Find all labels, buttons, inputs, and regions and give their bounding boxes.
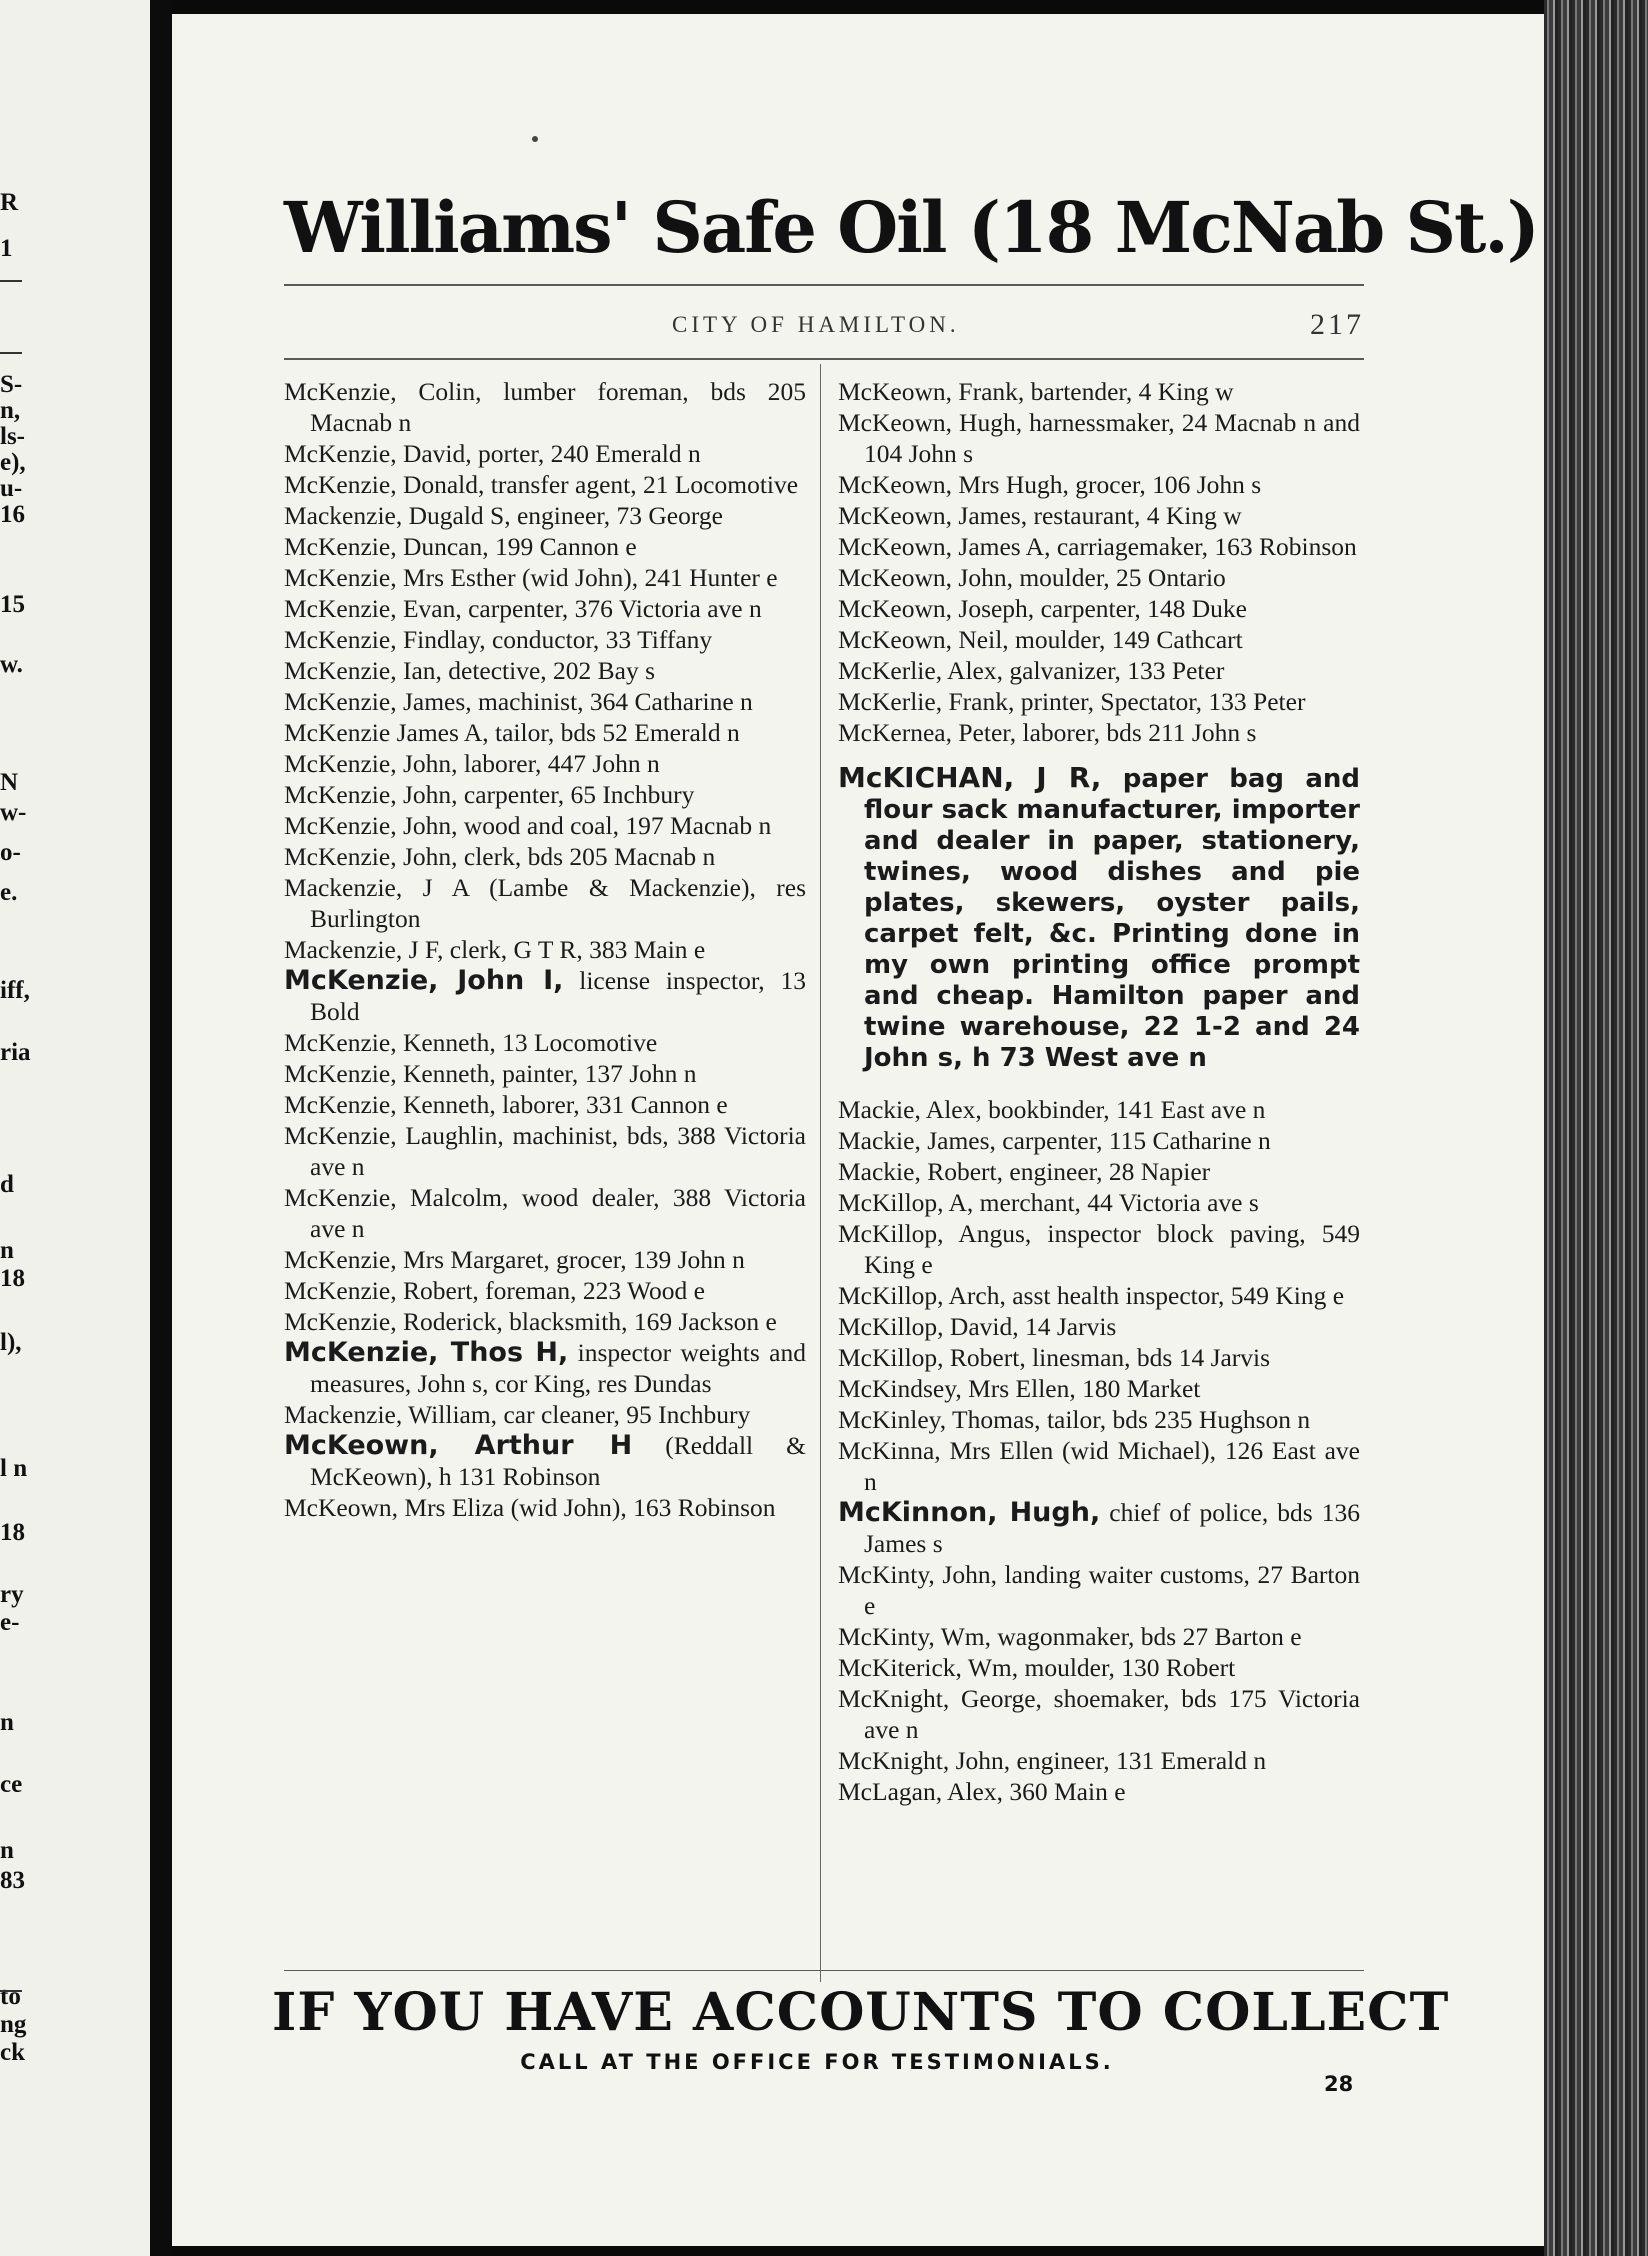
entry-name: McKenzie, Evan, [284,594,462,623]
directory-entry [284,376,806,438]
entry-name: McKenzie, Kenneth, [284,1059,496,1088]
entry-name: McKenzie, Findlay, [284,625,486,654]
entry-details: carpenter, 376 Victoria ave n [461,594,762,623]
entry-details: clerk, bds 205 Macnab n [457,842,716,871]
entry-details: moulder, 25 Ontario [1012,563,1226,592]
entry-name: Mackenzie, J A [284,873,469,902]
entry-details: moulder, 130 Robert [1018,1653,1236,1682]
entry-name: McKeown, Joseph, [838,594,1035,623]
footer-number: 28 [1324,2072,1354,2096]
directory-entry [284,748,806,779]
directory-entry [284,1430,806,1492]
entry-details: porter, 240 Emerald n [471,439,701,468]
entry-name: McKeown, Mrs Hugh, [838,470,1069,499]
entry-details: chief of police, bds 136 James s [864,1498,1360,1558]
directory-entry [838,1125,1360,1156]
entry-details: laborer, 331 Cannon e [495,1090,728,1119]
directory-entry [838,1342,1360,1373]
entry-details: wood dealer, 388 Victoria ave n [310,1183,806,1243]
directory-entry [838,1187,1360,1218]
entry-details: shoemaker, bds 175 Victoria ave n [864,1684,1360,1744]
entry-details: inspector block paving, 549 King e [864,1219,1361,1279]
left-page-fragment: 18 [0,1265,25,1292]
left-page-fragment: l), [0,1329,22,1356]
entry-name: McKnight, George, [838,1684,1042,1713]
entry-name: McKinnon, Hugh, [838,1497,1101,1528]
page-number: 217 [1310,308,1364,341]
entry-details: grocer, 139 John n [549,1245,745,1274]
entry-name: Mackie, Robert, [838,1157,1003,1186]
entry-details: blacksmith, 169 Jackson e [502,1307,777,1336]
entry-name: McKenzie, Malcolm, [284,1183,509,1212]
entry-name: Mackie, James, [838,1126,996,1155]
directory-entry [838,469,1360,500]
entry-details: 14 Jarvis [1018,1312,1117,1341]
left-page-fragment: 18 [0,1519,25,1546]
left-page-fragment: n, [0,397,21,424]
entry-name: McKeown, James, [838,501,1028,530]
entry-details: laborer, bds 211 John s [1016,718,1257,747]
directory-entry [838,1435,1360,1497]
entry-name: Mackenzie, Dugald S, [284,501,511,530]
entry-name: McKenzie, John I, [284,965,564,996]
directory-entry [838,500,1360,531]
left-page-rule [0,280,22,282]
directory-entry [284,531,806,562]
mckichan-advertisement [838,762,1360,1074]
left-page-fragment: 16 [0,501,25,528]
entry-details: transfer agent, 21 Locomotive [484,470,799,499]
entry-details: detective, 202 Bay s [441,656,656,685]
entry-name: McKeown, James A, [838,532,1051,561]
entry-details: 360 Main e [1003,1777,1126,1806]
ad-name: McKICHAN, J R, [838,761,1102,794]
entry-details: asst health inspector, 549 King e [1005,1281,1345,1310]
entry-details: tailor, bds 235 Hughson n [1040,1405,1311,1434]
left-page-fragment: n [0,1237,14,1264]
entry-details: tailor, bds 52 Emerald n [488,718,740,747]
directory-entry [838,407,1360,469]
entry-details: carpenter, 65 Inchbury [457,780,695,809]
left-page-rule [0,352,22,354]
directory-entry [284,872,806,934]
entry-details: 180 Market [1075,1374,1201,1403]
directory-page [172,14,1544,2246]
directory-entry [284,1337,806,1399]
directory-entry [284,841,806,872]
entry-name: McKinty, Wm, [838,1622,991,1651]
entry-name: McKinley, Thomas, [838,1405,1041,1434]
entry-name: McKeown, Arthur H [284,1430,633,1461]
left-page-fragment: 15 [0,591,25,618]
entry-name: McKenzie, Roderick, [284,1307,503,1336]
directory-entry [284,779,806,810]
directory-entry [284,1120,806,1182]
entry-name: McKenzie, Robert, [284,1276,479,1305]
directory-entry [838,624,1360,655]
entry-details: (wid Michael), 126 East ave n [864,1436,1360,1496]
left-page-fragments [0,0,150,2256]
left-page-fragment: e. [0,879,18,906]
directory-entry [284,655,806,686]
entry-name: McKenzie, John, [284,842,458,871]
directory-entry [284,1182,806,1244]
entry-name: McKenzie, Laughlin, [284,1121,504,1150]
directory-entry [284,810,806,841]
entry-name: McKeown, Neil, [838,625,1009,654]
entry-details: (wid John), 241 Hunter e [515,563,778,592]
entry-details: wagonmaker, bds 27 Barton e [991,1622,1302,1651]
entry-name: McKillop, A, [838,1188,974,1217]
directory-entry [838,1776,1360,1807]
entry-details: grocer, 106 John s [1068,470,1262,499]
left-page-fragment: o- [0,839,21,866]
left-page-fragment: u- [0,475,23,502]
entry-name: McKenzie, Kenneth, [284,1090,496,1119]
entry-details: engineer, 28 Napier [1003,1157,1211,1186]
directory-entry [284,1089,806,1120]
entry-details: (wid John), 163 Robinson [504,1493,776,1522]
directory-entry [838,1621,1360,1652]
entry-details: license inspector, 13 Bold [310,966,806,1026]
directory-entry [838,686,1360,717]
entry-name: McKenzie James A, [284,718,489,747]
entry-name: McKillop, Arch, [838,1281,1006,1310]
entry-name: McKernea, Peter, [838,718,1017,747]
ad-text: paper bag and flour sack manufacturer, importer and dealer in paper, stationery, twines, wood dishes and pie plates, skewers, oyster pails, carpet felt, &c. Printing done in my own printing office prompt and cheap. Hamilton paper and twine warehouse, 22 1-2 and 24 John s, h 73 West ave n [864,764,1360,1073]
entry-details: machinist, 364 Catharine n [471,687,753,716]
entry-details: car cleaner, 95 Inchbury [497,1400,751,1429]
running-head-rule [284,358,1364,360]
entry-details: harnessmaker, 24 Macnab n and 104 John s [864,408,1360,468]
directory-entry [838,531,1360,562]
directory-entry [284,1058,806,1089]
left-page-fragment: to [0,1983,21,2010]
entry-details: merchant, 44 Victoria ave s [973,1188,1259,1217]
directory-entry [838,1404,1360,1435]
left-page-fragment: N [0,769,19,796]
entry-name: McKinna, Mrs Ellen [838,1436,1054,1465]
left-page-fragment: ria [0,1039,31,1066]
entry-name: McKenzie, Ian, [284,656,442,685]
entry-name: McKindsey, Mrs Ellen, [838,1374,1076,1403]
entry-details: conductor, 33 Tiffany [485,625,713,654]
entry-name: McKenzie, John, [284,749,458,778]
directory-entry [284,1027,806,1058]
directory-entry [284,562,806,593]
entry-details: carpenter, 115 Catharine n [995,1126,1271,1155]
entry-details: carriagemaker, 163 Robinson [1050,532,1357,561]
entry-details: inspector weights and measures, John s, cor King, res Dundas [310,1338,806,1398]
left-page-fragment: R [0,189,19,216]
entry-details: clerk, G T R, 383 Main e [443,935,706,964]
left-page-fragment: w. [0,651,23,678]
entry-name: McKenzie, John, [284,811,458,840]
directory-entry [838,1497,1360,1559]
entry-name: Mackie, Alex, [838,1095,982,1124]
entry-name: McLagan, Alex, [838,1777,1003,1806]
footer-advertisement-subtitle: CALL AT THE OFFICE FOR TESTIMONIALS. [520,2050,1114,2074]
entry-name: McKenzie, Mrs Margaret, [284,1245,550,1274]
entry-details: painter, 137 John n [495,1059,697,1088]
entry-name: McKenzie, David, [284,439,472,468]
entry-details: 13 Locomotive [495,1028,658,1057]
directory-entry [838,1683,1360,1745]
directory-entry [838,1280,1360,1311]
left-page-fragment: ck [0,2039,25,2066]
entry-details: (Lambe & Mackenzie), res Burlington [310,873,806,933]
right-column-bottom-entries [838,1094,1360,1807]
left-page-fragment: l n [0,1455,28,1482]
entry-details: carpenter, 148 Duke [1034,594,1247,623]
directory-entry [838,655,1360,686]
directory-entry [284,965,806,1027]
directory-entry [284,438,806,469]
left-page-fragment: S- [0,371,23,398]
directory-entry [284,1492,806,1523]
directory-entry [838,1094,1360,1125]
entry-details: engineer, 131 Emerald n [1010,1746,1267,1775]
directory-entry [284,717,806,748]
entry-details: landing waiter customs, 27 Barton e [864,1560,1360,1620]
directory-entry [838,1745,1360,1776]
entry-name: McKeown, Frank, [838,377,1025,406]
directory-entry [838,1373,1360,1404]
left-column [284,376,806,1523]
directory-entry [284,1399,806,1430]
footer-rule [284,1970,1364,1971]
directory-entry [284,1306,806,1337]
entry-name: McKenzie, Colin, [284,377,482,406]
left-page-rule [0,1990,22,1992]
directory-entry [284,1275,806,1306]
directory-entry [838,1652,1360,1683]
entry-name: McKenzie, Kenneth, [284,1028,496,1057]
directory-entry [284,469,806,500]
left-page-fragment: iff, [0,977,30,1004]
left-page-fragment: ls- [0,423,25,450]
directory-entry [284,593,806,624]
left-page-fragment: w- [0,799,27,826]
running-head: CITY OF HAMILTON. [672,312,960,337]
entry-name: McKinty, John, [838,1560,997,1589]
entry-details: wood and coal, 197 Macnab n [457,811,772,840]
entry-name: McKenzie, James, [284,687,472,716]
left-page-fragment: 1 [0,235,13,262]
directory-entry [838,562,1360,593]
entry-details: machinist, bds, 388 Victoria ave n [310,1121,806,1181]
entry-details: printer, Spectator, 133 Peter [1014,687,1306,716]
entry-name: McKiterick, Wm, [838,1653,1019,1682]
entry-name: McKenzie, Duncan, [284,532,489,561]
entry-details: (Reddall & McKeown), h 131 Robinson [310,1431,806,1491]
entry-details: bartender, 4 King w [1024,377,1234,406]
entry-details: lumber foreman, bds 205 Macnab n [310,377,806,437]
entry-name: McKeown, Hugh, [838,408,1023,437]
directory-entry [838,1311,1360,1342]
directory-entry [284,624,806,655]
left-page-fragment: e), [0,449,26,476]
left-page-fragment: d [0,1171,14,1198]
header-rule [284,284,1364,286]
left-page-fragment: ng [0,2011,27,2038]
entry-name: McKenzie, John, [284,780,458,809]
directory-entry [838,1218,1360,1280]
directory-entry [284,934,806,965]
column-divider [820,364,821,1982]
left-page-fragment: n [0,1709,14,1736]
entry-name: McKenzie, Mrs Esther [284,563,516,592]
book-binding [1544,0,1648,2256]
left-page-fragment: 83 [0,1867,25,1894]
directory-entry [838,376,1360,407]
entry-name: McKillop, Angus, [838,1219,1032,1248]
entry-name: McKerlie, Alex, [838,656,1003,685]
entry-details: laborer, 447 John n [457,749,660,778]
entry-name: McKeown, John, [838,563,1013,592]
entry-name: McKillop, David, [838,1312,1019,1341]
directory-entry [284,1244,806,1275]
entry-name: McKeown, Mrs Eliza [284,1493,505,1522]
directory-entry [838,717,1360,748]
right-column [838,376,1360,1807]
entry-details: 199 Cannon e [488,532,637,561]
footer-advertisement-title: IF YOU HAVE ACCOUNTS TO COLLECT [272,1982,1450,2043]
entry-details: restaurant, 4 King w [1027,501,1242,530]
directory-entry [284,500,806,531]
entry-details: engineer, 73 George [510,501,723,530]
right-column-top-entries [838,376,1360,748]
entry-name: McKenzie, Donald, [284,470,485,499]
directory-entry [838,1156,1360,1187]
entry-name: Mackenzie, William, [284,1400,498,1429]
directory-entry [838,593,1360,624]
entry-name: McKerlie, Frank, [838,687,1015,716]
directory-entry [284,686,806,717]
entry-name: McKillop, Robert, [838,1343,1026,1372]
entry-name: McKnight, John, [838,1746,1011,1775]
header-advertisement: Williams' Safe Oil (18 McNab St.) [284,186,1538,269]
entry-details: foreman, 223 Wood e [478,1276,705,1305]
entry-name: Mackenzie, J F, [284,935,444,964]
entry-details: bookbinder, 141 East ave n [981,1095,1266,1124]
entry-details: moulder, 149 Cathcart [1008,625,1243,654]
left-page-fragment: ce [0,1771,23,1798]
left-page-fragment: n [0,1837,14,1864]
entry-details: galvanizer, 133 Peter [1003,656,1225,685]
entry-details: linesman, bds 14 Jarvis [1025,1343,1271,1372]
directory-entry [838,1559,1360,1621]
entry-name: McKenzie, Thos H, [284,1337,569,1368]
print-speck [532,136,538,142]
left-page-fragment: ry [0,1581,24,1608]
left-page-fragment: e- [0,1609,20,1636]
